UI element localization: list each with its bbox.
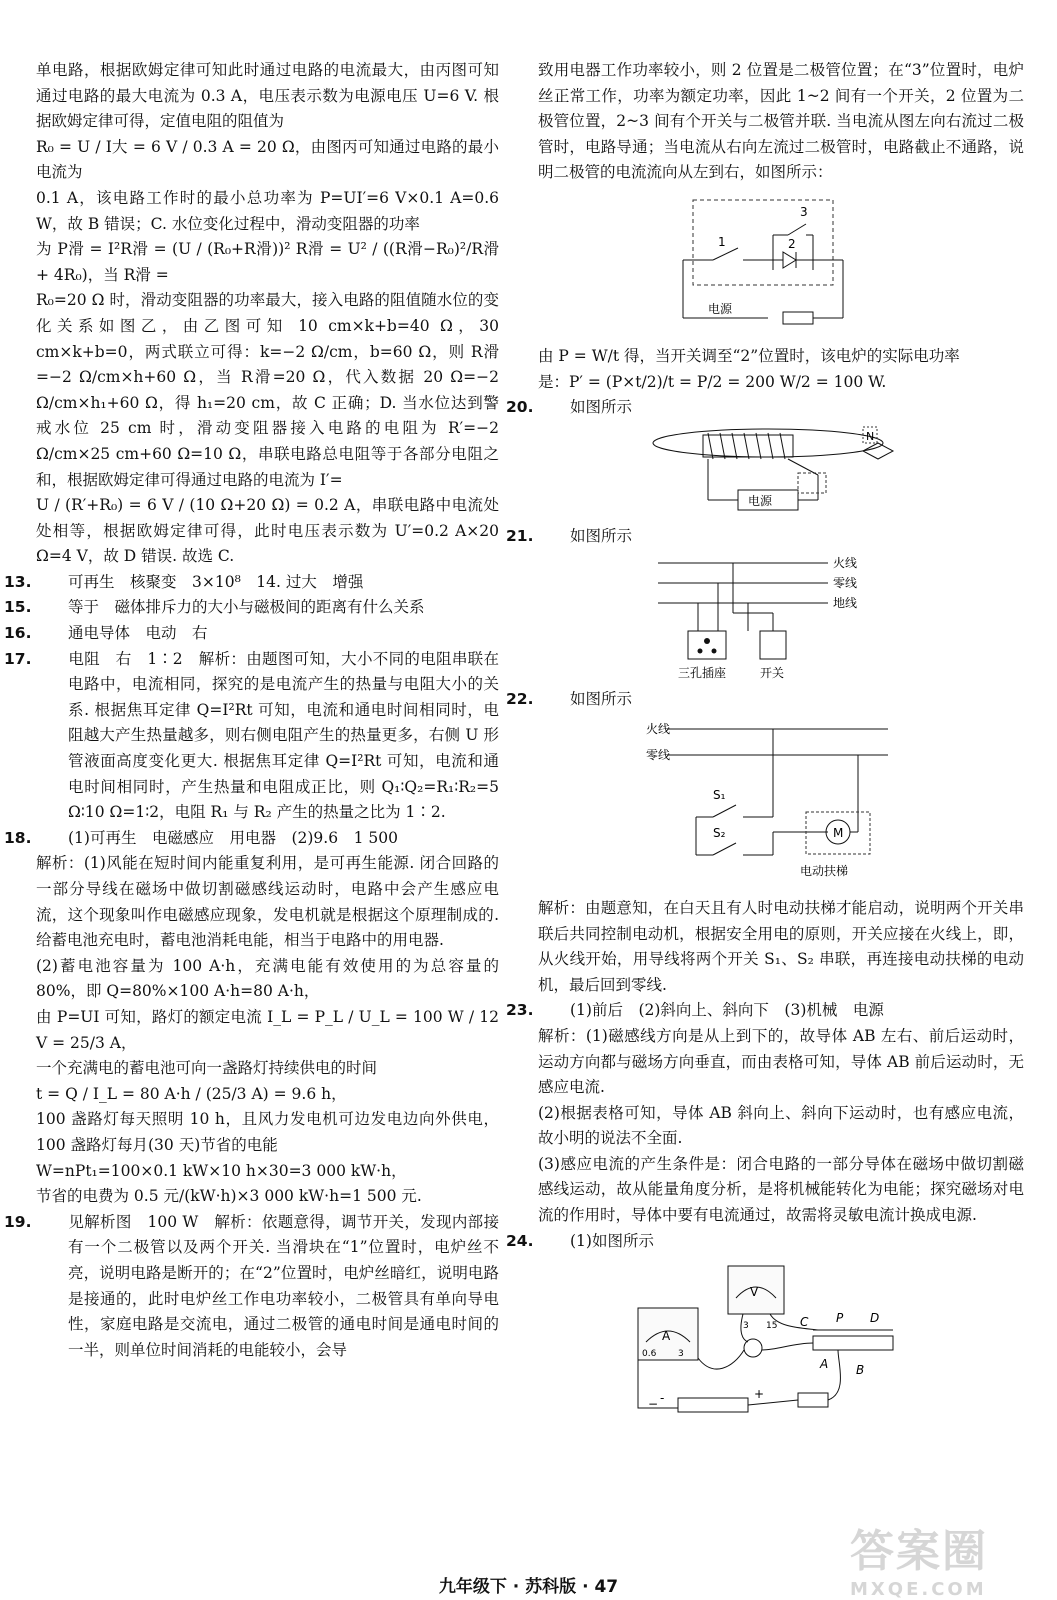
ammeter-terminal-label: 0.6 bbox=[642, 1349, 657, 1360]
right-column bbox=[506, 58, 1024, 1432]
formula-line: U / (R′+R₀) = 6 V / (10 Ω+20 Ω) = 0.2 A，串联电路中电流处处相等，根据欧姆定律可得，此时电压表示数为 U′=0.2 A×20 Ω=4 V，故 D 错误. 故选 C. bbox=[36, 496, 499, 566]
answer-16 bbox=[4, 621, 499, 647]
question-number: 13. bbox=[4, 572, 32, 591]
analysis: 100 盏路灯每天照明 10 h，且风力发电机可边发电边向外供电，100 盏路灯每月(30 天)节省的电能 bbox=[36, 1110, 499, 1154]
diode-circuit-figure bbox=[538, 190, 1024, 340]
answer-15 bbox=[4, 595, 499, 621]
formula-line: 由 P=UI 可知，路灯的额定电流 I_L = P_L / U_L = 100 W / 12 V = 25/3 A， bbox=[36, 1007, 499, 1052]
formula-line: R₀ = U / I大 = 6 V / 0.3 A = 20 Ω，由图丙可知通过电路的最小电流为 bbox=[36, 137, 499, 182]
watermark-text: 答案圈 bbox=[850, 1526, 988, 1577]
analysis: (3)感应电流的产生条件是：闭合电路的一部分导体在磁场中做切割磁感线运动，故从能量角度分析，是将机械能转化为电能；探究磁场对电流的作用时，导体中要有电流通过，故需将灵敏电流计换成电源. bbox=[538, 1154, 1024, 1225]
solenoid-figure bbox=[538, 425, 1024, 520]
answer-24 bbox=[506, 1229, 1024, 1255]
analysis: 解析：(1)磁感线方向是从上到下的，故导体 AB 左右、前后运动时，运动方向都与磁场方向垂直，而由表格可知，导体 AB 前后运动时，无感应电流. bbox=[538, 1026, 1024, 1097]
voltmeter-label: V bbox=[750, 1285, 759, 1300]
analysis: 解析：由题意知，在白天且有人时电动扶梯才能启动，说明两个开关串联后共同控制电动机，根据安全用电的原则，开关应接在火线上，即，从火线开始，用导线将两个开关 S₁、S₂ 串联，再连接电动扶梯的电动机，最后回到零线. bbox=[538, 898, 1024, 994]
battery-negative-label: - bbox=[660, 1391, 665, 1406]
paragraph: 单电路，根据欧姆定律可知此时通过电路的电流最大，由丙图可知通过电路的最大电流为 0.3 A，电压表示数为电源电压 U=6 V. 根据欧姆定律可得，定值电阻的阻值为 bbox=[36, 61, 499, 131]
wire-mark: − bbox=[648, 1397, 659, 1412]
question-number: 21. bbox=[506, 526, 534, 545]
rheostat-icon bbox=[813, 1336, 893, 1350]
answer-text: 如图所示 bbox=[570, 526, 633, 545]
answer-text: 等于 磁体排斥力的大小与磁极间的距离有什么关系 bbox=[68, 598, 425, 617]
ground-wire-label: 地线 bbox=[833, 596, 858, 611]
analysis: (2)蓄电池容量为 100 A·h，充满电能有效使用的为总容量的 80%，即 Q=80%×100 A·h=80 A·h， bbox=[36, 956, 499, 1001]
power-label: 电源 bbox=[748, 493, 773, 508]
voltmeter-terminal-label: 15 bbox=[766, 1321, 778, 1332]
switch-s2-label: S₂ bbox=[713, 825, 726, 840]
voltmeter-terminal-label: 3 bbox=[743, 1321, 749, 1332]
question-number: 24. bbox=[506, 1231, 534, 1250]
formula-line: W=nPt₁=100×0.1 kW×10 h×30=3 000 kW·h， bbox=[36, 1161, 407, 1180]
neutral-wire-label: 零线 bbox=[833, 576, 858, 591]
compass-needle bbox=[863, 443, 893, 459]
watermark-url: MXQE.COM bbox=[850, 1579, 987, 1600]
switch-icon bbox=[798, 1393, 828, 1407]
escalator-label: 电动扶梯 bbox=[800, 863, 849, 878]
terminal-b-label: B bbox=[856, 1363, 865, 1378]
terminal-c-label: C bbox=[800, 1315, 809, 1330]
question-number: 16. bbox=[4, 624, 32, 643]
battery-icon bbox=[678, 1398, 748, 1412]
question-number: 22. bbox=[506, 690, 534, 709]
answer-text: (1)可再生 电磁感应 用电器 (2)9.6 1 500 bbox=[68, 828, 398, 847]
answer-text: 电阻 右 1∶2 解析：由题图可知，大小不同的电阻串联在电路中，电流相同，探究的是电流产生的热量与电阻大小的关系. 根据焦耳定律 Q=I²Rt 可知，电流和通电时间相同时，电阻越大产生热量越多，则右侧电阻产生的热量更多，右侧 U 形管液面高度变化更大. 根据焦耳定律 Q=I²Rt 可知，电流和通电时间相同时，产生热量和电阻成正比，则 Q₁∶Q₂=R₁∶R₂=5 Ω∶10 Ω=1∶2，电阻 R₁ 与 R₂ 产生的热量之比为 1∶2. bbox=[68, 649, 499, 822]
paragraph: 致用电器工作功率较小，则 2 位置是二极管位置；在“3”位置时，电炉丝正常工作，功率为额定功率，因此 1~2 间有一个开关，2 位置为二极管位置，2~3 间有个开关与二极管并联. 当电流从图左向右流过二极管时，电路导通；当电流从右向左流过二极管时，电路截止不通路，说明二极管的电流流向从左到右，如图所示： bbox=[538, 61, 1024, 182]
power-label: 电源 bbox=[708, 301, 733, 316]
formula-line: 为 P滑 = I²R滑 = (U / (R₀+R滑))² R滑 = U² / ((R滑−R₀)²/R滑 + 4R₀)，当 R滑 = bbox=[36, 240, 499, 284]
terminal-d-label: D bbox=[870, 1311, 880, 1326]
motor-label: M bbox=[833, 825, 844, 840]
paragraph: R₀=20 Ω 时，滑动变阻器的功率最大，接入电路的阻值随水位的变化关系如图乙，由乙图可知 10 cm×k+b=40 Ω，30 cm×k+b=0，两式联立可得：k=−2 Ω/cm，b=60 Ω，则 R滑=−2 Ω/cm×h+60 Ω，当 R滑=20 Ω，代入数据 20 Ω=−2 Ω/cm×h₁+60 Ω，得 h₁=20 cm，故 C 正确；D. 当水位达到警戒水位 25 cm 时，滑动变阻器接入电路的电阻为 R′=−2 Ω/cm×25 cm+60 Ω=10 Ω，串联电路总电阻等于各部分电阻之和，根据欧姆定律可得通过电路的电流为 I′= bbox=[36, 291, 499, 489]
diode-label: 2 bbox=[788, 236, 796, 251]
ammeter-terminal-label: 3 bbox=[678, 1349, 684, 1360]
analysis: 解析：(1)风能在短时间内能重复利用，是可再生能源. 闭合回路的一部分导线在磁场中做切割磁感线运动时，电路中会产生感应电流，这个现象叫作电磁感应现象，发电机就是根据这个原理制成的. 给蓄电池充电时，蓄电池消耗电能，相当于电路中的用电器. bbox=[36, 854, 499, 950]
page-footer: 九年级下 · 苏科版 · 47 bbox=[438, 1577, 619, 1597]
switch-1-label: 1 bbox=[718, 234, 726, 249]
switch-icon bbox=[760, 631, 786, 659]
neutral-wire-label: 零线 bbox=[646, 747, 671, 762]
analysis: 一个充满电的蓄电池可向一盏路灯持续供电的时间 bbox=[36, 1059, 378, 1078]
answer-22 bbox=[506, 687, 1024, 713]
socket-icon bbox=[688, 631, 726, 659]
socket-switch-figure bbox=[538, 553, 1024, 683]
switch-s1-label: S₁ bbox=[713, 787, 726, 802]
question-number: 17. bbox=[4, 649, 32, 668]
live-wire-label: 火线 bbox=[646, 721, 671, 736]
answer-18 bbox=[4, 826, 499, 852]
switch-label: 开关 bbox=[760, 666, 785, 681]
formula-line: t = Q / I_L = 80 A·h / (25/3 A) = 9.6 h， bbox=[36, 1084, 347, 1103]
switch-3-label: 3 bbox=[800, 204, 808, 219]
terminal-a-label: A bbox=[820, 1357, 829, 1372]
meters-figure bbox=[538, 1258, 1024, 1428]
escalator-circuit-figure bbox=[538, 717, 1024, 892]
formula-line: 节省的电费为 0.5 元/(kW·h)×3 000 kW·h=1 500 元. bbox=[36, 1187, 422, 1206]
north-pole-label: N bbox=[866, 429, 875, 443]
answer-21 bbox=[506, 524, 1024, 550]
question-number: 19. bbox=[4, 1212, 32, 1231]
socket-label: 三孔插座 bbox=[678, 666, 727, 681]
answer-20 bbox=[506, 395, 1024, 421]
live-wire-label: 火线 bbox=[833, 556, 858, 571]
answer-19 bbox=[4, 1210, 499, 1364]
question-number: 15. bbox=[4, 598, 32, 617]
answer-13 bbox=[4, 570, 499, 596]
answer-text: (1)如图所示 bbox=[570, 1231, 654, 1250]
answer-text: 如图所示 bbox=[570, 398, 633, 417]
question-number: 18. bbox=[4, 828, 32, 847]
watermark-logo bbox=[850, 1515, 1040, 1600]
paragraph: 0.1 A，该电路工作时的最小总功率为 P=UI′=6 V×0.1 A=0.6 W，故 B 错误；C. 水位变化过程中，滑动变阻器的功率 bbox=[36, 188, 499, 233]
formula-line: 由 P = W/t 得，当开关调至“2”位置时，该电炉的实际电功率 bbox=[538, 346, 960, 365]
answer-23 bbox=[506, 998, 1024, 1024]
answer-text: 见解析图 100 W 解析：依题意得，调节开关，发现内部接有一个二极管以及两个开关. 当滑块在“1”位置时，电炉丝不亮，说明电路是断开的；在“2”位置时，电炉丝暗红，说明电路是接通的，此时电炉丝工作电功率较小，二极管具有单向导电性，家庭电路是交流电，通过二极管的通电时间是通电时间的一半，则单位时间消耗的电能较小，会导 bbox=[68, 1212, 499, 1359]
answer-text: (1)前后 (2)斜向上、斜向下 (3)机械 电源 bbox=[570, 1001, 884, 1020]
formula-line: 是：P′ = (P×t/2)/t = P/2 = 200 W/2 = 100 W. bbox=[538, 372, 887, 391]
answer-text: 如图所示 bbox=[570, 690, 633, 709]
question-number: 23. bbox=[506, 1001, 534, 1020]
answer-17 bbox=[4, 647, 499, 826]
battery-positive-label: + bbox=[754, 1387, 765, 1402]
question-number: 20. bbox=[506, 398, 534, 417]
answer-text: 可再生 核聚变 3×10⁸ 14. 过大 增强 bbox=[68, 572, 364, 591]
ammeter-label: A bbox=[662, 1329, 671, 1344]
slider-p-label: P bbox=[836, 1311, 844, 1326]
left-column bbox=[4, 58, 499, 1363]
answer-text: 通电导体 电动 右 bbox=[68, 624, 208, 643]
analysis: (2)根据表格可知，导体 AB 斜向上、斜向下运动时，也有感应电流，故小明的说法不全面. bbox=[538, 1103, 1024, 1148]
